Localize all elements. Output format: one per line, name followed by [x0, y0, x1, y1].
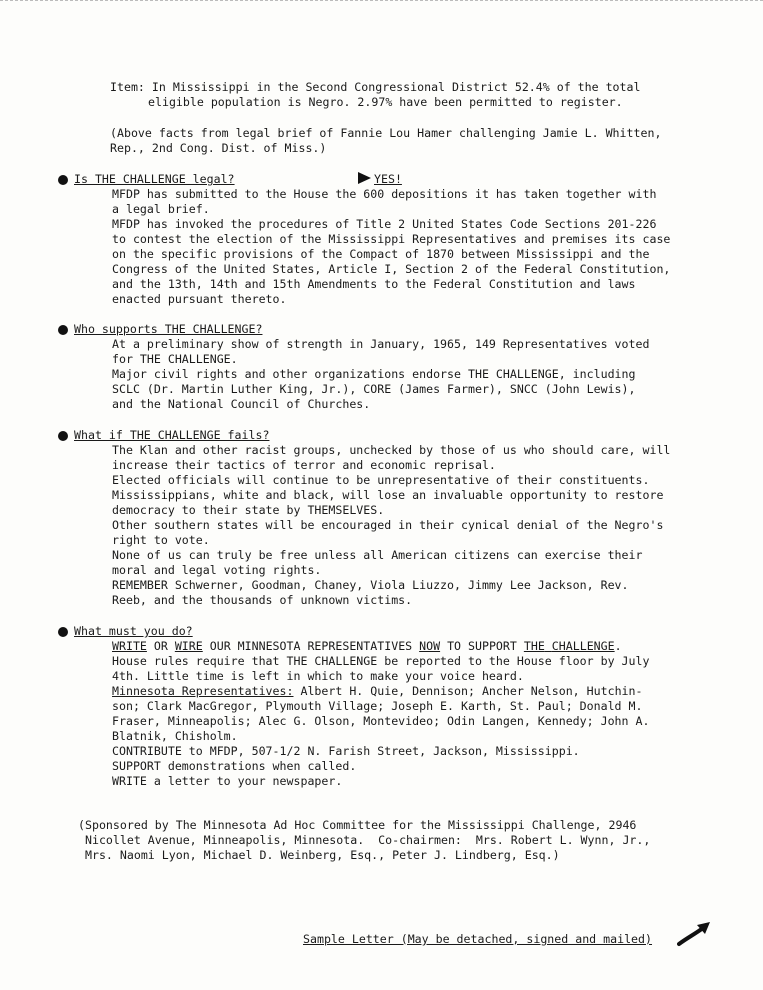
section-question: What if THE CHALLENGE fails?: [74, 428, 270, 442]
body-line: and the 13th, 14th and 15th Amendments to the Federal Constitution and laws: [112, 277, 636, 291]
body-line: democracy to their state by THEMSELVES.: [112, 503, 385, 517]
body-line: and the National Council of Churches.: [112, 397, 371, 411]
sponsor-line: (Sponsored by The Minnesota Ad Hoc Committee for the Mississippi Challenge, 2946: [78, 818, 637, 832]
arrow-right-icon: [358, 172, 371, 184]
item-line: eligible population is Negro. 2.97% have been permitted to register.: [148, 95, 623, 109]
section-body: [58, 443, 738, 608]
section-body: [58, 187, 738, 307]
body-line: increase their tactics of terror and economic reprisal.: [112, 458, 496, 472]
section-question: Who supports THE CHALLENGE?: [74, 322, 263, 336]
body-line: son; Clark MacGregor, Plymouth Village; Joseph E. Karth, St. Paul; Donald M.: [112, 699, 643, 713]
bullet-icon: [58, 325, 68, 335]
section-answer: [358, 172, 402, 187]
bullet-icon: [58, 627, 68, 637]
body-line: Reeb, and the thousands of unknown victims.: [112, 593, 413, 607]
body-line: Fraser, Minneapolis; Alec G. Olson, Montevideo; Odin Langen, Kennedy; John A.: [112, 714, 650, 728]
body-line: House rules require that THE CHALLENGE be reported to the House floor by July: [112, 654, 650, 668]
bullet-icon: [58, 431, 68, 441]
body-line: Major civil rights and other organizations endorse THE CHALLENGE, including: [112, 367, 636, 381]
body-line: Other southern states will be encouraged in their cynical denial of the Negro's: [112, 518, 664, 532]
item-statistic: [110, 80, 730, 110]
body-line: right to vote.: [112, 533, 210, 547]
body-line: 4th. Little time is left in which to make your voice heard.: [112, 669, 524, 683]
section-body: [58, 639, 738, 789]
arrow-up-right-icon: [677, 920, 713, 948]
sample-letter-note: [303, 932, 652, 947]
body-line: At a preliminary show of strength in January, 1965, 149 Representatives voted: [112, 337, 650, 351]
facts-source: [110, 126, 730, 156]
sponsor-line: Mrs. Naomi Lyon, Michael D. Weinberg, Esq., Peter J. Lindberg, Esq.): [78, 848, 560, 862]
sponsor-note: [78, 818, 718, 863]
body-line: moral and legal voting rights.: [112, 563, 322, 577]
representatives-line: Minnesota Representatives: Albert H. Quie, Dennison; Ancher Nelson, Hutchin-: [112, 684, 643, 698]
body-line: REMEMBER Schwerner, Goodman, Chaney, Viola Liuzzo, Jimmy Lee Jackson, Rev.: [112, 578, 629, 592]
body-line: on the specific provisions of the Compact of 1870 between Mississippi and the: [112, 247, 650, 261]
body-line: for THE CHALLENGE.: [112, 352, 238, 366]
representatives-label: Minnesota Representatives:: [112, 684, 294, 698]
call-to-action: WRITE OR WIRE OUR MINNESOTA REPRESENTATIVES NOW TO SUPPORT THE CHALLENGE.: [112, 639, 622, 653]
body-line: The Klan and other racist groups, unchecked by those of us who should care, will: [112, 443, 671, 457]
section-supporters: [58, 322, 738, 412]
body-line: None of us can truly be free unless all American citizens can exercise their: [112, 548, 643, 562]
answer-text: YES!: [374, 172, 402, 186]
body-line: WRITE a letter to your newspaper.: [112, 774, 343, 788]
body-line: Elected officials will continue to be unrepresentative of their constituents.: [112, 473, 650, 487]
section-action: [58, 624, 738, 789]
section-question: What must you do?: [74, 624, 193, 638]
body-line: a legal brief.: [112, 202, 210, 216]
section-question: Is THE CHALLENGE legal?: [74, 172, 235, 186]
body-line: Congress of the United States, Article I, Section 2 of the Federal Constitution,: [112, 262, 671, 276]
body-line: CONTRIBUTE to MFDP, 507-1/2 N. Farish Street, Jackson, Mississippi.: [112, 744, 580, 758]
item-line: Item: In Mississippi in the Second Congressional District 52.4% of the total: [110, 80, 641, 94]
body-line: Blatnik, Chisholm.: [112, 729, 238, 743]
section-fails: [58, 428, 738, 608]
section-body: [58, 337, 738, 412]
facts-line: (Above facts from legal brief of Fannie Lou Hamer challenging Jamie L. Whitten,: [110, 126, 662, 140]
sponsor-line: Nicollet Avenue, Minneapolis, Minnesota. Co-chairmen: Mrs. Robert L. Wynn, Jr.,: [78, 833, 651, 847]
section-legal: [58, 172, 738, 307]
bullet-icon: [58, 175, 68, 185]
body-line: Mississippians, white and black, will lose an invaluable opportunity to restore: [112, 488, 664, 502]
body-line: MFDP has submitted to the House the 600 depositions it has taken together with: [112, 187, 657, 201]
body-line: enacted pursuant thereto.: [112, 292, 287, 306]
body-line: MFDP has invoked the procedures of Title 2 United States Code Sections 201-226: [112, 217, 657, 231]
sample-letter-text: Sample Letter (May be detached, signed and mailed): [303, 932, 653, 946]
facts-line: Rep., 2nd Cong. Dist. of Miss.): [110, 141, 327, 155]
body-line: SUPPORT demonstrations when called.: [112, 759, 357, 773]
body-line: to contest the election of the Mississippi Representatives and premises its case: [112, 232, 671, 246]
body-line: SCLC (Dr. Martin Luther King, Jr.), CORE (James Farmer), SNCC (John Lewis),: [112, 382, 636, 396]
